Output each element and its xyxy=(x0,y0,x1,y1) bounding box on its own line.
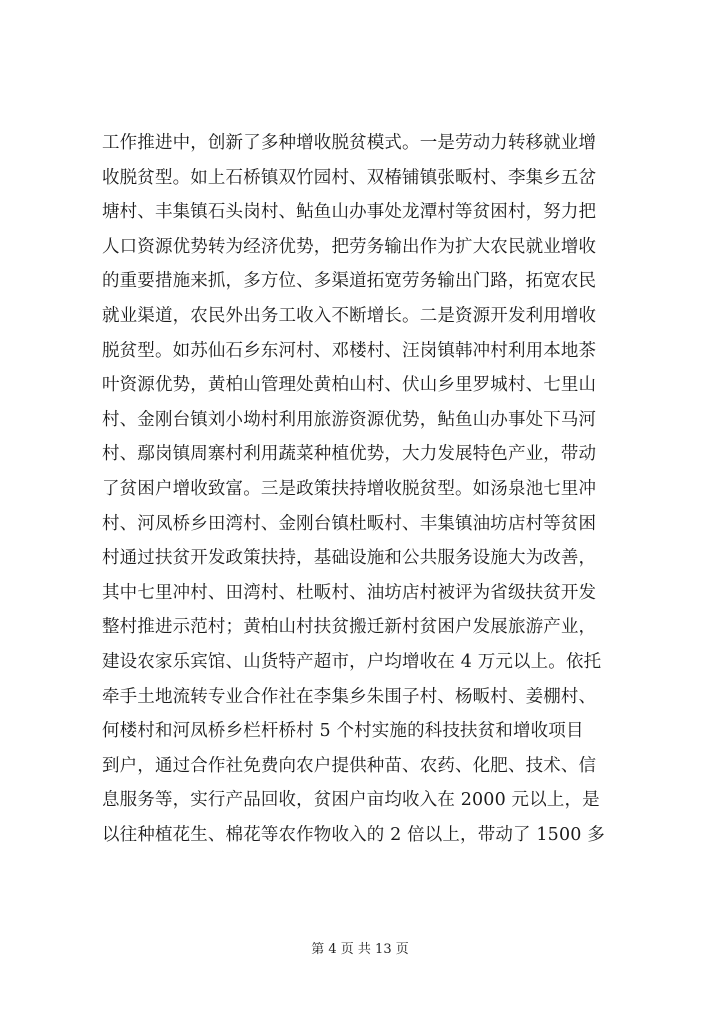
text-line: 了贫困户增收致富。三是政策扶持增收脱贫型。如汤泉池七里冲 xyxy=(102,478,597,499)
text-line: 村、金刚台镇刘小坳村利用旅游资源优势，鲇鱼山办事处下马河 xyxy=(102,409,597,430)
text-line: 息服务等，实行产品回收，贫困户亩均收入在 2000 元以上，是 xyxy=(102,790,600,811)
text-line: 村通过扶贫开发政策扶持，基础设施和公共服务设施大为改善， xyxy=(102,548,597,569)
body-text xyxy=(102,126,642,852)
text-line: 收脱贫型。如上石桥镇双竹园村、双椿铺镇张畈村、李集乡五岔 xyxy=(102,167,597,188)
text-line: 村、河凤桥乡田湾村、金刚台镇杜畈村、丰集镇油坊店村等贫困 xyxy=(102,513,597,534)
text-line: 就业渠道，农民外出务工收入不断增长。二是资源开发利用增收 xyxy=(102,305,597,326)
page-footer xyxy=(0,938,720,957)
text-line: 以往种植花生、棉花等农作物收入的 2 倍以上，带动了 1500 多 xyxy=(102,824,605,845)
text-line: 脱贫型。如苏仙石乡东河村、邓楼村、汪岗镇韩冲村利用本地茶 xyxy=(102,340,597,361)
text-line: 人口资源优势转为经济优势，把劳务输出作为扩大农民就业增收 xyxy=(102,236,597,257)
text-line: 工作推进中，创新了多种增收脱贫模式。一是劳动力转移就业增 xyxy=(102,133,597,153)
text-line: 村、鄢岗镇周寨村利用蔬菜种植优势，大力发展特色产业，带动 xyxy=(102,444,597,465)
text-line: 何楼村和河凤桥乡栏杆桥村 5 个村实施的科技扶贫和增收项目 xyxy=(102,721,584,742)
text-line: 牵手土地流转专业合作社在李集乡朱围子村、杨畈村、姜棚村、 xyxy=(102,686,597,707)
text-line: 整村推进示范村；黄柏山村扶贫搬迁新村贫困户发展旅游产业， xyxy=(102,617,597,638)
text-line: 建设农家乐宾馆、山货特产超市，户均增收在 4 万元以上。依托 xyxy=(102,651,602,672)
text-line: 其中七里冲村、田湾村、杜畈村、油坊店村被评为省级扶贫开发 xyxy=(102,582,597,603)
page-number: 第 4 页 共 13 页 xyxy=(311,942,409,957)
text-line: 叶资源优势，黄柏山管理处黄柏山村、伏山乡里罗城村、七里山 xyxy=(102,375,597,396)
text-line: 的重要措施来抓，多方位、多渠道拓宽劳务输出门路，拓宽农民 xyxy=(102,271,597,292)
text-line: 塘村、丰集镇石头岗村、鲇鱼山办事处龙潭村等贫困村，努力把 xyxy=(102,202,597,223)
text-line: 到户，通过合作社免费向农户提供种苗、农药、化肥、技术、信 xyxy=(102,755,597,776)
